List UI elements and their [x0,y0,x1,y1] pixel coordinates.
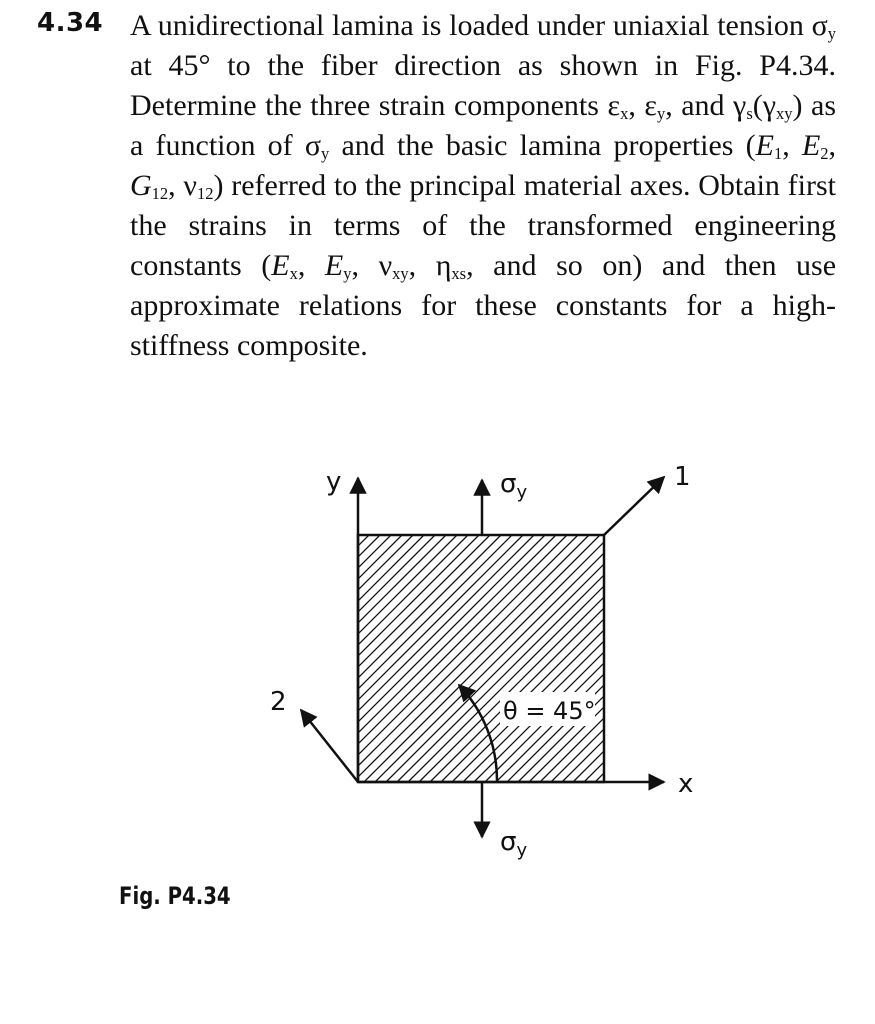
subscript: 2 [820,144,829,164]
hatch-line [650,535,875,782]
hatch-line [793,535,875,782]
sigma-bottom-label: $\sigma_y$ [500,827,528,861]
hatch-line [463,535,710,782]
hatch-line [540,535,787,782]
hatch-line [518,535,765,782]
subscript: y [656,104,666,124]
hatch-line [628,535,875,782]
hatch-line [397,535,644,782]
hatch-line [507,535,754,782]
lamina-diagram [0,440,875,880]
figure-p4-34 [0,440,875,880]
italic-symbol: E [801,129,821,162]
subscript: xy [775,104,793,124]
hatch-line [606,535,853,782]
subscript: y [321,144,330,164]
hatch-line [705,535,875,782]
italic-symbol: E [324,249,344,282]
subscript: xy [392,264,409,284]
hatch-line [287,535,534,782]
hatch-line [265,535,512,782]
axis-2-label: 2 [270,687,287,717]
hatch-line [584,535,831,782]
hatch-line [276,535,523,782]
hatch-line [441,535,688,782]
hatch-line [496,535,743,782]
hatch-line [419,535,666,782]
subscript: 1 [773,144,783,164]
subscript: x [620,104,629,124]
subscript: 12 [151,184,169,204]
hatch-line [595,535,842,782]
hatch-line [573,535,820,782]
problem-number: 4.34 [37,8,104,38]
hatch-line [683,535,875,782]
hatch-line [749,535,875,782]
hatch-line [694,535,875,782]
hatch-line [826,535,875,782]
hatch-line [122,535,369,782]
hatch-line [342,535,589,782]
hatch-line [562,535,809,782]
hatch-line [309,535,556,782]
hatch-line [364,535,611,782]
lamina-square [358,535,604,782]
hatch-line [716,535,875,782]
hatch-line [408,535,655,782]
angle-label: θ = 45° [503,697,596,725]
hatch-line [771,535,875,782]
hatch-line [727,535,875,782]
hatch-line [760,535,875,782]
hatch-line [639,535,875,782]
italic-symbol: E [755,129,774,162]
hatch-line [386,535,633,782]
hatch-line [782,535,875,782]
hatch-line [232,535,479,782]
subscript: y [827,24,836,44]
hatch-line [529,535,776,782]
subscript: x [289,264,298,284]
subscript: y [343,264,352,284]
hatch-line [375,535,622,782]
hatch-line [199,535,446,782]
hatch-line [188,535,435,782]
hatch-line [221,535,468,782]
hatch-line [848,535,875,782]
hatch-line [837,535,875,782]
italic-symbol: G [130,169,152,202]
subscript: 12 [196,184,214,204]
axis-1-arrow [604,477,664,535]
hatch-line [111,535,358,782]
hatch-line [144,535,391,782]
hatch-line [617,535,864,782]
subscript: xs [451,264,467,284]
hatch-line [155,535,402,782]
hatch-line [133,535,380,782]
hatch-line [474,535,721,782]
hatch-line [254,535,501,782]
hatch-line [177,535,424,782]
hatch-line [452,535,699,782]
hatch-line [672,535,875,782]
figure-caption: Fig. P4.34 [119,882,231,910]
hatch-line [804,535,875,782]
hatch-line [166,535,413,782]
hatch-line [485,535,732,782]
x-axis-label: x [678,769,694,799]
hatch-line [243,535,490,782]
sigma-top-label: $\sigma_y$ [500,469,528,503]
hatch-line [353,535,600,782]
hatch-line [815,535,875,782]
y-axis-label: y [326,467,342,497]
axis-2-arrow [301,710,358,782]
hatch-line [661,535,875,782]
hatch-line [331,535,578,782]
problem-statement: A unidirectional lamina is loaded under uniaxial tension $\sigma_y$ at 45° to the fiber direction as shown in Fig. P4.34. Determine the three strain components $\varepsilon_x$, $\varepsilon_y$, and $\gamma_s(\gamma_{xy})$ as a function of $\sigma_y$ and the basic lamina properties ($E_1$, $E_2$, $G_{12}$, $\nu_{12}$) referred to the principal material axes. Obtain first the strains in terms of the transformed engineering constants ($E_x$, $E_y$, $\nu_{xy}$, $\eta_{xs}$, and so on) and then use approximate relations for these constants for a high-stiffness composite. [130,9,837,362]
hatch-line [210,535,457,782]
hatch-line [298,535,545,782]
hatch-line [430,535,677,782]
subscript: s [746,104,753,124]
hatch-line [551,535,798,782]
italic-symbol: E [271,249,290,282]
hatch-line [738,535,875,782]
axis-1-label: 1 [674,462,691,492]
